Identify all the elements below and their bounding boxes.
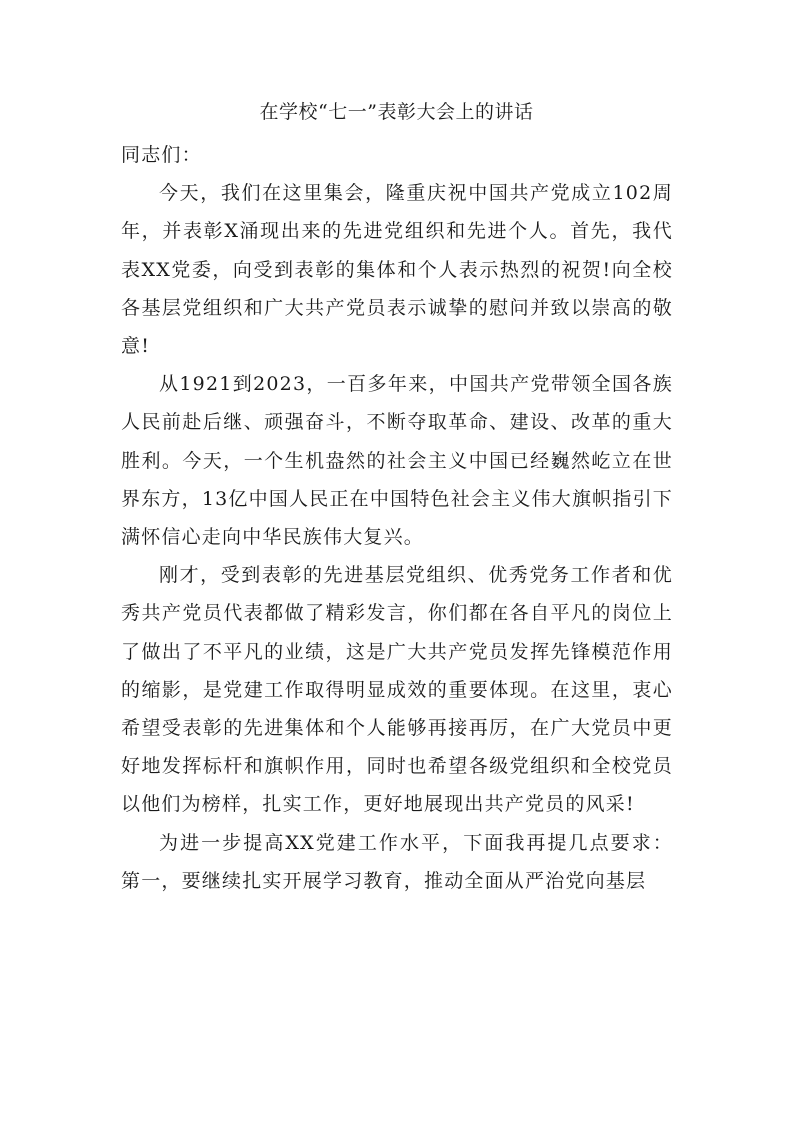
paragraph-2: 从1921到2023，一百多年来，中国共产党带领全国各族人民前赴后继、顽强奋斗，不断夺取革命、建设、改革的重大胜利。今天，一个生机盎然的社会主义中国已经巍然屹立在世界东方，13亿中国人民正在中国特色社会主义伟大旗帜指引下满怀信心走向中华民族伟大复兴。 (121, 373, 673, 549)
document-title: 在学校“七一”表彰大会上的讲话 (259, 101, 534, 123)
salutation: 同志们： (121, 144, 202, 166)
paragraph-4: 为进一步提高XX党建工作水平，下面我再提几点要求：第一，要继续扎实开展学习教育，推动全面从严治党向基层 (121, 831, 673, 892)
document-body (121, 136, 673, 900)
paragraph-1: 今天，我们在这里集会，隆重庆祝中国共产党成立102周年，并表彰X涌现出来的先进党组织和先进个人。首先，我代表XX党委，向受到表彰的集体和个人表示热烈的祝贺!向全校各基层党组织和广大共产党员表示诚挚的慰问并致以崇高的敬意! (121, 182, 673, 358)
paragraph-3: 刚才，受到表彰的先进基层党组织、优秀党务工作者和优秀共产党员代表都做了精彩发言，你们都在各自平凡的岗位上了做出了不平凡的业绩，这是广大共产党员发挥先锋模范作用的缩影，是党建工作取得明显成效的重要体现。在这里，衷心希望受表彰的先进集体和个人能够再接再厉，在广大党员中更好地发挥标杆和旗帜作用，同时也希望各级党组织和全校党员以他们为榜样，扎实工作，更好地展现出共产党员的风采! (121, 564, 673, 816)
